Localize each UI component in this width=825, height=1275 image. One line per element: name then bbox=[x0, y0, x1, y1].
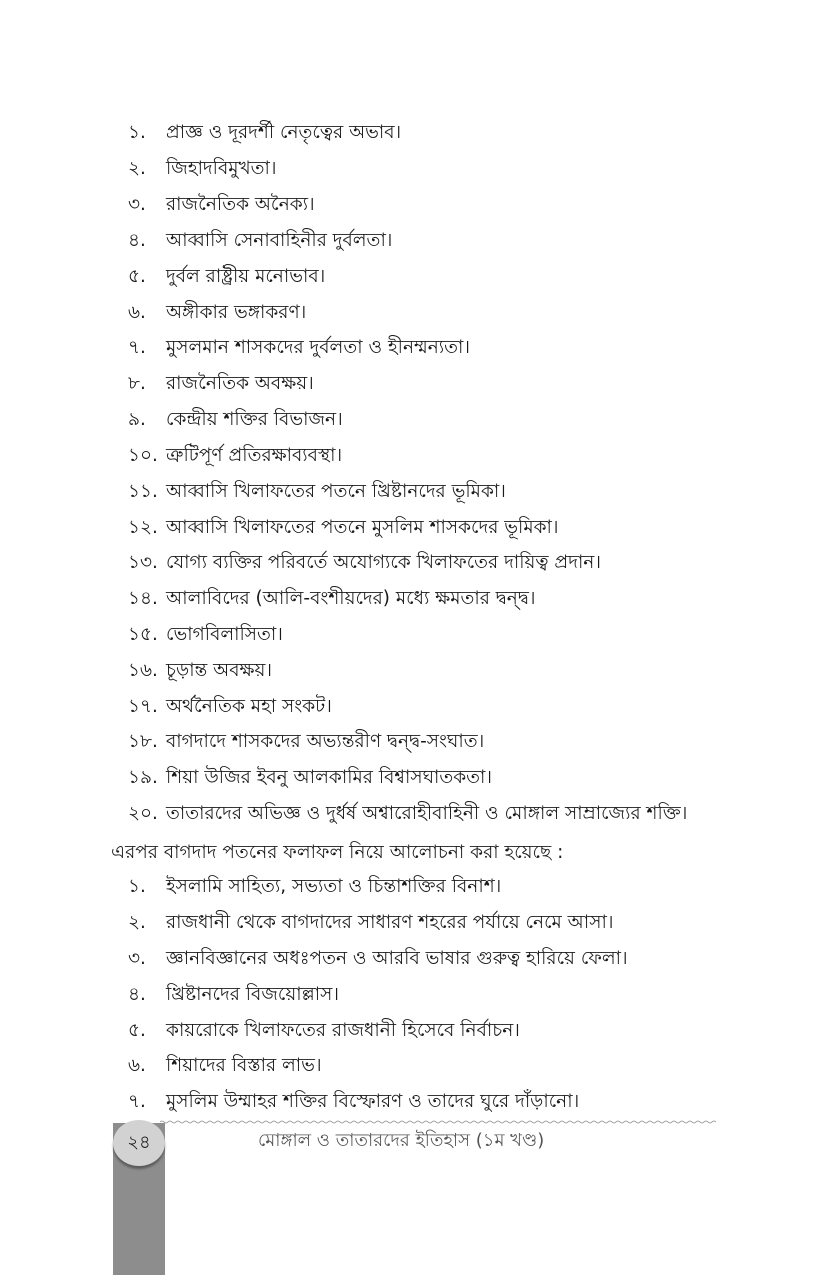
running-title: মোঙ্গাল ও তাতারদের ইতিহাস (১ম খণ্ড) bbox=[258, 1129, 545, 1151]
item-number: ৬. bbox=[128, 1054, 146, 1076]
item-number: ১৩. bbox=[128, 551, 158, 573]
item-text: বাগদাদে শাসকদের অভ্যন্তরীণ দ্বন্দ্ব-সংঘাত। bbox=[166, 730, 485, 752]
item-number: ১৪. bbox=[128, 587, 158, 609]
item-text: অঙ্গীকার ভঙ্গাকরণ। bbox=[166, 301, 307, 323]
item-number: ৪. bbox=[128, 983, 146, 1005]
item-number: ৬. bbox=[128, 301, 146, 323]
item-number: ১. bbox=[128, 121, 146, 143]
item-text: মুসলিম উম্মাহর শক্তির বিস্ফোরণ ও তাদের ঘুরে দাঁড়ানো। bbox=[166, 1090, 580, 1112]
item-number: ২. bbox=[128, 157, 146, 179]
item-text: ইসলামি সাহিত্য, সভ্যতা ও চিন্তাশক্তির বিনাশ। bbox=[166, 875, 502, 897]
item-text: প্রাজ্ঞ ও দূরদর্শী নেতৃত্বের অভাব। bbox=[166, 121, 402, 143]
item-text: চূড়ান্ত অবক্ষয়। bbox=[166, 659, 273, 681]
item-number: ৪. bbox=[128, 229, 146, 251]
page-number-badge bbox=[113, 1120, 165, 1166]
footer-wavy-rule bbox=[160, 1120, 716, 1124]
item-number: ১৬. bbox=[128, 659, 158, 681]
item-text: রাজধানী থেকে বাগদাদের সাধারণ শহরের পর্যায়ে নেমে আসা। bbox=[166, 911, 614, 933]
item-text: আলাবিদের (আলি-বংশীয়দের) মধ্যে ক্ষমতার দ্বন্দ্ব। bbox=[166, 587, 536, 609]
page-number: ২৪ bbox=[127, 1131, 151, 1153]
item-number: ৭. bbox=[128, 1090, 146, 1112]
item-number: ১৫. bbox=[128, 623, 158, 645]
item-text: তাতারদের অভিজ্ঞ ও দুর্ধর্ষ অশ্বারোহীবাহিনী ও মোঙ্গাল সাম্রাজ্যের শক্তি। bbox=[166, 802, 688, 824]
item-number: ১১. bbox=[128, 480, 158, 502]
item-number: ৩. bbox=[128, 193, 146, 215]
item-text: আব্বাসি সেনাবাহিনীর দুর্বলতা। bbox=[166, 229, 393, 251]
item-number: ১৯. bbox=[128, 766, 158, 788]
item-number: ২. bbox=[128, 911, 146, 933]
item-text: আব্বাসি খিলাফতের পতনে খ্রিষ্টানদের ভূমিকা। bbox=[166, 480, 506, 502]
item-text: রাজনৈতিক অবক্ষয়। bbox=[166, 372, 314, 394]
item-number: ১০. bbox=[128, 444, 158, 466]
item-number: ৯. bbox=[128, 408, 146, 430]
item-text: ত্রুটিপূর্ণ প্রতিরক্ষাব্যবস্থা। bbox=[166, 444, 343, 466]
item-text: ভোগবিলাসিতা। bbox=[166, 623, 283, 645]
item-text: জ্ঞানবিজ্ঞানের অধঃপতন ও আরবি ভাষার গুরুত্ব হারিয়ে ফেলা। bbox=[166, 947, 628, 969]
item-number: ১২. bbox=[128, 516, 158, 538]
item-text: শিয়াদের বিস্তার লাভ। bbox=[166, 1054, 322, 1076]
item-number: ১৮. bbox=[128, 730, 158, 752]
item-text: খ্রিষ্টানদের বিজয়োল্লাস। bbox=[166, 983, 339, 1005]
item-text: অর্থনৈতিক মহা সংকট। bbox=[166, 695, 332, 717]
section-intro-text: এরপর বাগদাদ পতনের ফলাফল নিয়ে আলোচনা করা হয়েছে : bbox=[111, 841, 564, 863]
item-number: ৩. bbox=[128, 947, 146, 969]
item-number: ২০. bbox=[128, 802, 158, 824]
item-text: মুসলমান শাসকদের দুর্বলতা ও হীনম্মন্যতা। bbox=[166, 336, 471, 358]
item-text: যোগ্য ব্যক্তির পরিবর্তে অযোগ্যকে খিলাফতের দায়িত্ব প্রদান। bbox=[166, 551, 601, 573]
item-number: ৫. bbox=[128, 1019, 146, 1041]
item-text: জিহাদবিমুখতা। bbox=[166, 157, 277, 179]
item-text: আব্বাসি খিলাফতের পতনে মুসলিম শাসকদের ভূমিকা। bbox=[166, 516, 559, 538]
item-text: কেন্দ্রীয় শক্তির বিভাজন। bbox=[166, 408, 343, 430]
item-text: শিয়া উজির ইবনু আলকামির বিশ্বাসঘাতকতা। bbox=[166, 766, 493, 788]
item-text: রাজনৈতিক অনৈক্য। bbox=[166, 193, 315, 215]
item-text: কায়রোকে খিলাফতের রাজধানী হিসেবে নির্বাচন। bbox=[166, 1019, 520, 1041]
item-number: ৮. bbox=[128, 372, 146, 394]
item-number: ৭. bbox=[128, 336, 146, 358]
item-number: ১. bbox=[128, 875, 146, 897]
item-number: ১৭. bbox=[128, 695, 158, 717]
item-number: ৫. bbox=[128, 265, 146, 287]
item-text: দুর্বল রাষ্ট্রীয় মনোভাব। bbox=[166, 265, 326, 287]
